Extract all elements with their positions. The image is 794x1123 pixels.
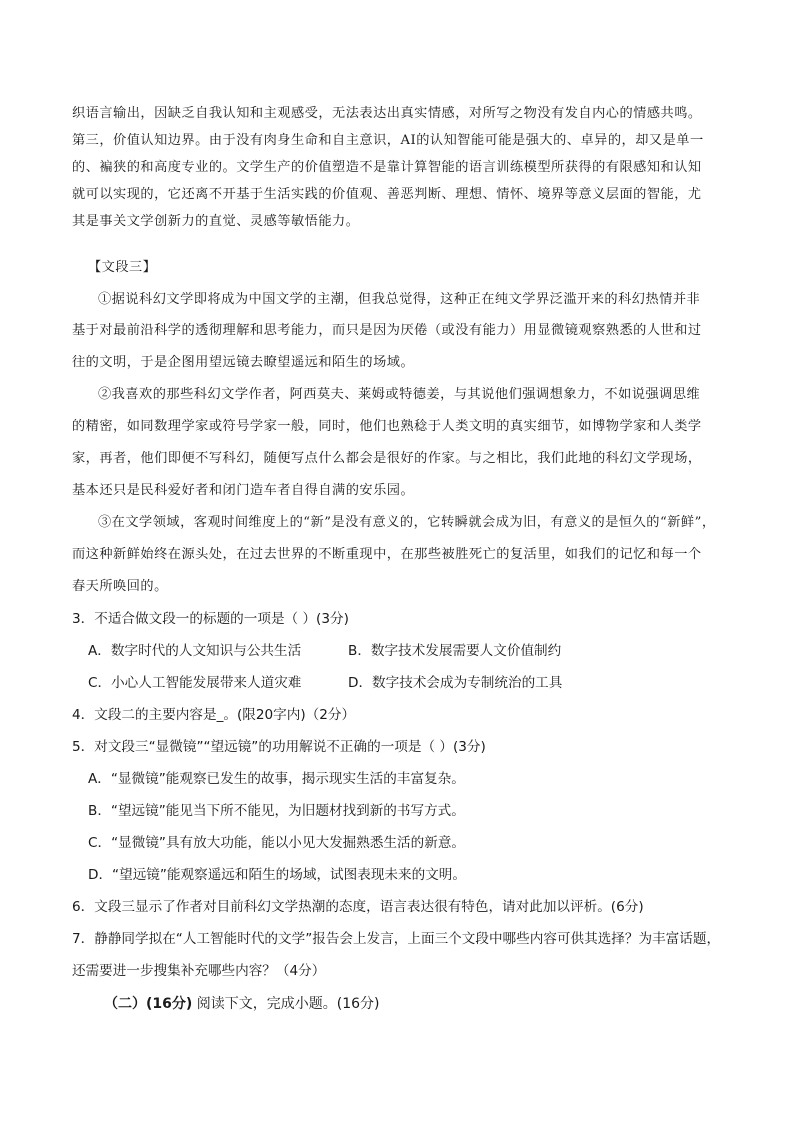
question-4: 4．文段二的主要内容是_。(限20字内)（2分） [72,707,356,723]
section3-p1-line: ①据说科幻文学即将成为中国文学的主潮，但我总觉得，这种正在纯文学界泛滥开来的科幻热情并非 [98,292,701,307]
section3-p2-line: ②我喜欢的那些科幻文学作者，阿西莫夫、莱姆或特德姜，与其说他们强调想象力，不如说强调思维 [98,387,701,402]
question-7-line: 7．静静同学拟在“人工智能时代的文学”报告会上发言，上面三个文段中哪些内容可供其选择？为丰富话题， [72,931,721,947]
part-2-heading [104,995,379,1013]
question-5-stem: 5．对文段三“显微镜”“望远镜”的功用解说不正确的一项是（ ）(3分) [72,739,486,755]
question-3-option-c: C．小心人工智能发展带来人道灾难 [88,675,302,691]
question-6: 6．文段三显示了作者对目前科幻文学热潮的态度，语言表达很有特色，请对此加以评析。(6分) [72,899,644,915]
section3-p1-line: 往的文明，于是企图用望远镜去瞭望遥远和陌生的场域。 [72,355,415,370]
passage-line: 的、褊狭的和高度专业的。文学生产的价值塑造不是靠计算智能的语言训练模型所获得的有限感知和认知 [72,160,702,175]
question-5-option-b: B．“望远镜”能见当下所不能见，为旧题材找到新的书写方式。 [88,803,465,819]
section3-p3-line: ③在文学领域，客观时间维度上的“新”是没有意义的，它转瞬就会成为旧，有意义的是恒久的“新鲜”， [98,515,716,530]
section3-heading: 【文段三】 [88,260,157,275]
section3-p2-line: 基本还只是民科爱好者和闭门造车者自得自满的安乐园。 [72,483,415,498]
passage-line: 其是事关文学创新力的直觉、灵感等敏悟能力。 [72,214,360,229]
question-3-option-b: B．数字技术发展需要人文价值制约 [348,643,562,659]
section3-p2-line: 的精密，如同数理学家或符号学家一般，同时，他们也熟稔于人类文明的真实细节，如博物学家和人类学 [72,419,702,434]
question-3-stem: 3．不适合做文段一的标题的一项是（ ）(3分) [72,611,349,627]
section3-p1-line: 基于对最前沿科学的透彻理解和思考能力，而只是因为厌倦（或没有能力）用显微镜观察熟悉的人世和过 [72,323,702,338]
passage-line: 织语言输出，因缺乏自我认知和主观感受，无法表达出真实情感，对所写之物没有发自内心的情感共鸣。 [72,106,702,121]
section3-p3-line: 春天所唤回的。 [72,579,168,594]
section3-p2-line: 家，再者，他们即便不写科幻，随便写点什么都会是很好的作家。与之相比，我们此地的科幻文学现场， [72,451,702,466]
question-5-option-c: C．“显微镜”具有放大功能，能以小见大发掘熟悉生活的新意。 [88,835,466,851]
question-3-option-d: D．数字技术会成为专制统治的工具 [348,675,563,691]
question-5-option-d: D．“望远镜”能观察遥远和陌生的场域，试图表现未来的文明。 [88,867,466,883]
passage-line: 就可以实现的，它还离不开基于生活实践的价值观、善恶判断、理想、情怀、境界等意义层面的智能，尤 [72,187,702,202]
question-7-line: 还需要进一步搜集补充哪些内容？（4分） [72,963,326,979]
part-2-label: （二）(16分) [104,996,193,1012]
passage-line: 第三，价值认知边界。由于没有肉身生命和自主意识，AI的认知智能可能是强大的、卓异的，却又是单一 [72,133,704,148]
question-3-option-a: A．数字时代的人文知识与公共生活 [88,643,302,659]
question-5-option-a: A．“显微镜”能观察已发生的故事，揭示现实生活的丰富复杂。 [88,771,465,787]
part-2-instruction: 阅读下文，完成小题。(16分) [196,996,380,1012]
section3-p3-line: 而这种新鲜始终在源头处，在过去世界的不断重现中，在那些被胜死亡的复活里，如我们的记忆和每一个 [72,547,702,562]
